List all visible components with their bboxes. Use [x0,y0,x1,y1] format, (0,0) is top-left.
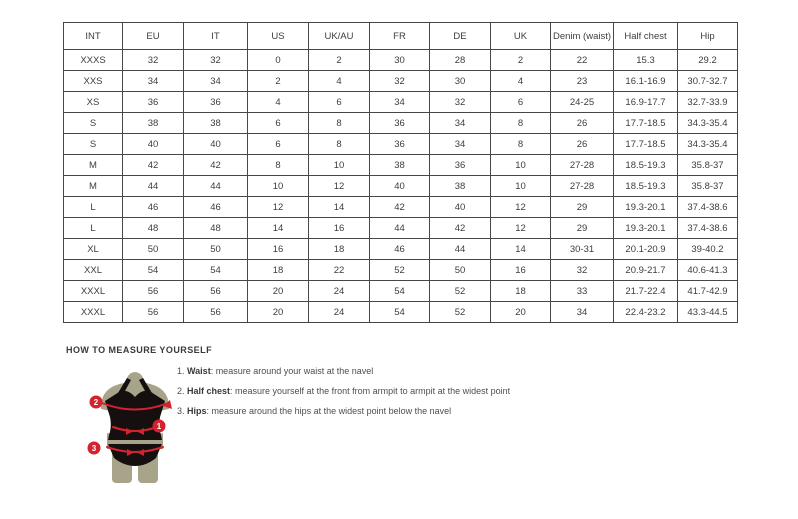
table-cell: 42 [184,155,248,176]
table-cell: 17.7-18.5 [614,113,678,134]
hips-badge-number: 3 [91,444,97,453]
table-cell: 40 [184,134,248,155]
table-cell: 8 [309,134,370,155]
table-row [64,302,738,323]
table-cell: 34 [430,113,491,134]
table-cell: 34 [370,92,430,113]
table-cell: 35.8-37 [678,176,738,197]
table-cell: 50 [430,260,491,281]
table-cell: 36 [430,155,491,176]
table-cell: 28 [430,50,491,71]
table-cell: 34 [123,71,184,92]
table-cell: 46 [123,197,184,218]
table-cell: 8 [491,113,551,134]
table-row [64,176,738,197]
table-row [64,155,738,176]
table-row [64,71,738,92]
measure-step [177,366,510,376]
table-cell: 36 [123,92,184,113]
table-cell: 6 [248,113,309,134]
table-cell: 18.5-19.3 [614,155,678,176]
table-row [64,134,738,155]
table-cell: XXXL [64,302,123,323]
table-cell: 19.3-20.1 [614,218,678,239]
column-header: UK [491,23,551,50]
table-cell: M [64,155,123,176]
table-cell: 10 [491,155,551,176]
table-cell: 52 [430,302,491,323]
table-cell: 18.5-19.3 [614,176,678,197]
table-cell: 38 [123,113,184,134]
table-cell: 56 [123,281,184,302]
table-cell: 44 [430,239,491,260]
table-cell: XXXL [64,281,123,302]
mannequin-illustration [86,369,182,487]
step-label: Waist [187,366,211,376]
table-cell: 40 [370,176,430,197]
column-header: UK/AU [309,23,370,50]
table-cell: 4 [491,71,551,92]
table-cell: 4 [309,71,370,92]
measure-steps [177,366,510,426]
size-chart-table [63,22,738,323]
table-cell: 34 [551,302,614,323]
table-header-row [64,23,738,50]
table-cell: 43.3-44.5 [678,302,738,323]
table-cell: 20 [491,302,551,323]
table-cell: 38 [184,113,248,134]
table-cell: 16.9-17.7 [614,92,678,113]
column-header: Half chest [614,23,678,50]
table-cell: 6 [248,134,309,155]
table-row [64,218,738,239]
table-cell: 46 [370,239,430,260]
step-text: : measure around your waist at the navel [210,366,374,376]
table-cell: 29 [551,197,614,218]
table-cell: 38 [370,155,430,176]
table-body [64,50,738,323]
chest-badge-number: 2 [93,398,99,407]
table-cell: S [64,113,123,134]
table-row [64,50,738,71]
table-cell: 0 [248,50,309,71]
table-cell: 26 [551,113,614,134]
step-number: 3. [177,406,188,416]
table-cell: 16 [248,239,309,260]
table-cell: 32 [123,50,184,71]
table-cell: 20 [248,302,309,323]
table-cell: 40.6-41.3 [678,260,738,281]
table-cell: XXL [64,260,123,281]
table-cell: 8 [491,134,551,155]
column-header: Hip [678,23,738,50]
column-header: US [248,23,309,50]
table-cell: 32 [184,50,248,71]
column-header: FR [370,23,430,50]
column-header: Denim (waist) [551,23,614,50]
table-cell: 4 [248,92,309,113]
table-cell: 52 [370,260,430,281]
table-cell: 42 [123,155,184,176]
table-cell: 48 [123,218,184,239]
table-cell: 6 [309,92,370,113]
table-cell: 48 [184,218,248,239]
table-row [64,197,738,218]
table-cell: 16 [491,260,551,281]
table-cell: 44 [184,176,248,197]
table-cell: L [64,218,123,239]
measure-heading: HOW TO MEASURE YOURSELF [66,345,213,355]
measurement-figure [86,369,182,487]
table-cell: 54 [184,260,248,281]
table-cell: 15.3 [614,50,678,71]
table-cell: 8 [309,113,370,134]
table-cell: 6 [491,92,551,113]
table-row [64,239,738,260]
table-cell: L [64,197,123,218]
table-cell: 26 [551,134,614,155]
table-cell: 40 [430,197,491,218]
table-cell: 12 [248,197,309,218]
table-cell: 56 [123,302,184,323]
table-cell: 29 [551,218,614,239]
table-cell: 42 [430,218,491,239]
table-cell: 22 [309,260,370,281]
table-cell: 21.7-22.4 [614,281,678,302]
table-row [64,113,738,134]
table-cell: 52 [430,281,491,302]
column-header: INT [64,23,123,50]
table-cell: 12 [309,176,370,197]
table-cell: 46 [184,197,248,218]
table-cell: 41.7-42.9 [678,281,738,302]
table-cell: 10 [491,176,551,197]
measure-step [177,406,510,416]
table-cell: 44 [123,176,184,197]
table-cell: 14 [491,239,551,260]
table-cell: 34 [184,71,248,92]
table-cell: 56 [184,302,248,323]
table-cell: 20.9-21.7 [614,260,678,281]
table-row [64,260,738,281]
table-cell: XL [64,239,123,260]
table-cell: 44 [370,218,430,239]
table-cell: 54 [123,260,184,281]
table-cell: 54 [370,281,430,302]
step-label: Hips [187,406,207,416]
table-cell: 20.1-20.9 [614,239,678,260]
table-cell: 12 [491,197,551,218]
table-cell: 35.8-37 [678,155,738,176]
waist-badge-number: 1 [156,422,162,431]
table-cell: 37.4-38.6 [678,218,738,239]
table-cell: 30.7-32.7 [678,71,738,92]
table-cell: 32.7-33.9 [678,92,738,113]
table-cell: 18 [248,260,309,281]
table-cell: 8 [248,155,309,176]
table-cell: S [64,134,123,155]
table-cell: 36 [370,134,430,155]
table-cell: 34 [430,134,491,155]
table-cell: 17.7-18.5 [614,134,678,155]
table-cell: 33 [551,281,614,302]
table-cell: 50 [123,239,184,260]
table-cell: 54 [370,302,430,323]
table-cell: 10 [248,176,309,197]
step-text: : measure yourself at the front from armpit to armpit at the widest point [230,386,511,396]
table-cell: 24 [309,302,370,323]
table-cell: 22 [551,50,614,71]
table-cell: XS [64,92,123,113]
table-cell: 23 [551,71,614,92]
camisole [105,391,165,440]
step-label: Half chest [187,386,231,396]
table-cell: 2 [491,50,551,71]
table-cell: 14 [309,197,370,218]
table-cell: 34.3-35.4 [678,134,738,155]
table-cell: 24 [309,281,370,302]
table-cell: 32 [551,260,614,281]
table-cell: 2 [309,50,370,71]
table-cell: 39-40.2 [678,239,738,260]
table-cell: 18 [309,239,370,260]
table-row [64,281,738,302]
table-cell: 34.3-35.4 [678,113,738,134]
table-cell: 19.3-20.1 [614,197,678,218]
table-cell: 38 [430,176,491,197]
table-cell: 2 [248,71,309,92]
table-cell: XXXS [64,50,123,71]
table-cell: 36 [370,113,430,134]
column-header: IT [184,23,248,50]
step-text: : measure around the hips at the widest point below the navel [206,406,452,416]
column-header: DE [430,23,491,50]
table-cell: 30 [370,50,430,71]
table-cell: 16 [309,218,370,239]
table-cell: 56 [184,281,248,302]
table-cell: 24-25 [551,92,614,113]
table-cell: 37.4-38.6 [678,197,738,218]
table-cell: 16.1-16.9 [614,71,678,92]
table-cell: 30 [430,71,491,92]
table-cell: 32 [430,92,491,113]
table-cell: 14 [248,218,309,239]
table-cell: 32 [370,71,430,92]
table-row [64,92,738,113]
table-cell: 10 [309,155,370,176]
step-number: 1. [177,366,188,376]
table-cell: 40 [123,134,184,155]
table-cell: M [64,176,123,197]
table-cell: 30-31 [551,239,614,260]
table-cell: 27-28 [551,176,614,197]
table-cell: 22.4-23.2 [614,302,678,323]
step-number: 2. [177,386,188,396]
table-cell: 12 [491,218,551,239]
table-cell: 50 [184,239,248,260]
table-cell: 29.2 [678,50,738,71]
measure-step [177,386,510,396]
column-header: EU [123,23,184,50]
table-cell: 20 [248,281,309,302]
table-cell: XXS [64,71,123,92]
table-cell: 36 [184,92,248,113]
table-cell: 18 [491,281,551,302]
table-cell: 27-28 [551,155,614,176]
table-cell: 42 [370,197,430,218]
